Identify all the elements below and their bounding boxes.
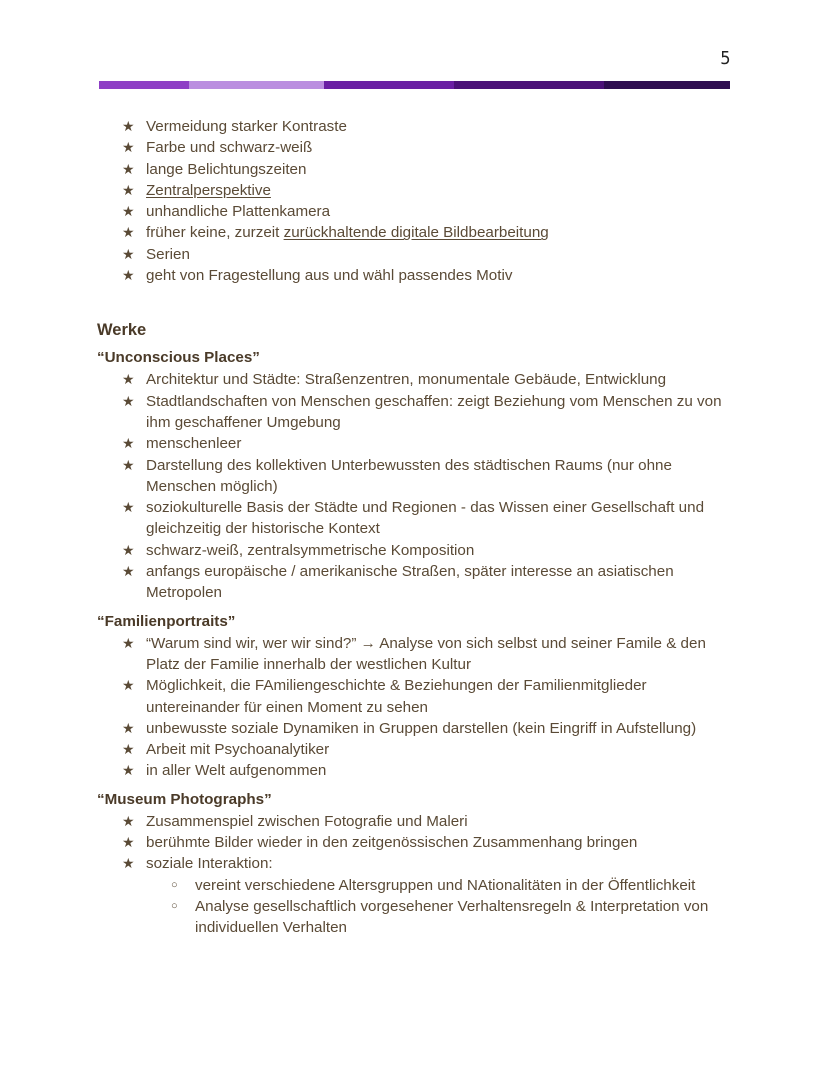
list-item: ★ geht von Fragestellung aus und wähl passendes Motiv	[97, 265, 737, 286]
star-bullet-icon: ★	[122, 812, 135, 829]
star-bullet-icon: ★	[122, 118, 135, 134]
star-bullet-icon: ★	[122, 762, 135, 779]
star-bullet-icon: ★	[122, 719, 135, 736]
list-item: ★ unhandliche Plattenkamera	[97, 201, 737, 222]
list-item: ★ anfangs europäische / amerikanische Straßen, später interesse an asiatischen Metropolen	[122, 563, 674, 602]
star-bullet-icon: ★	[122, 563, 135, 580]
soziale-interaktion-sublist	[146, 875, 737, 939]
list-item: ★ in aller Welt aufgenommen	[97, 760, 737, 781]
star-bullet-icon: ★	[122, 245, 135, 262]
list-item: ★ soziokulturelle Basis der Städte und Regionen - das Wissen einer Gesellschaft und gleichzeitig der historische Kontext	[122, 499, 705, 538]
list-item: ★ Arbeit mit Psychoanalytiker	[97, 739, 737, 760]
star-bullet-icon: ★	[122, 456, 135, 473]
star-bullet-icon: ★	[122, 435, 135, 452]
list-item: ★ unbewusste soziale Dynamiken in Gruppen darstellen (kein Eingriff in Aufstellung)	[97, 718, 737, 739]
list-item: ★ Architektur und Städte: Straßenzentren, monumentale Gebäude, Entwicklung	[97, 369, 737, 390]
star-bullet-icon: ★	[122, 203, 135, 220]
museum-photographs-list	[97, 811, 737, 939]
sublist-item: ○ vereint verschiedene Altersgruppen und NAtionalitäten in der Öffentlichkeit	[146, 875, 737, 896]
list-item: ★ menschenleer	[97, 433, 737, 454]
star-bullet-icon: ★	[122, 634, 135, 651]
familienportraits-list	[97, 633, 737, 782]
list-item: ★ Zusammenspiel zwischen Fotografie und Maleri	[97, 811, 737, 832]
list-item: ★ Stadtlandschaften von Menschen geschaffen: zeigt Beziehung vom Menschen zu von ihm geschaffener Umgebung	[122, 392, 722, 431]
star-bullet-icon: ★	[122, 677, 135, 694]
list-item: ★ Farbe und schwarz-weiß	[97, 137, 737, 158]
list-item: ★ Möglichkeit, die FAmiliengeschichte & Beziehungen der Familienmitglieder untereinander für einen Moment zu sehen	[122, 677, 647, 716]
color-bar-segment	[324, 81, 454, 89]
section-heading-werke: Werke	[97, 321, 147, 340]
star-bullet-icon: ★	[122, 181, 135, 198]
list-item: ★ Vermeidung starker Kontraste	[97, 116, 737, 137]
technique-list	[97, 116, 737, 286]
color-bar-segment	[189, 81, 324, 89]
color-bar-segment	[604, 81, 730, 89]
link-zentralperspektive[interactable]: Zentralperspektive	[146, 181, 271, 199]
list-item: ★ schwarz-weiß, zentralsymmetrische Komposition	[97, 540, 737, 561]
star-bullet-icon: ★	[122, 139, 135, 156]
star-bullet-icon: ★	[122, 267, 135, 284]
subheading-familienportraits: “Familienportraits”	[97, 612, 236, 630]
circle-bullet-icon: ○	[171, 899, 178, 912]
star-bullet-icon: ★	[122, 741, 135, 758]
circle-bullet-icon: ○	[171, 878, 178, 891]
page-number: 5	[720, 48, 731, 69]
unconscious-places-list	[97, 369, 737, 603]
subheading-unconscious-places: “Unconscious Places”	[97, 349, 260, 367]
subheading-museum-photographs: “Museum Photographs”	[97, 790, 272, 808]
star-bullet-icon: ★	[122, 834, 135, 851]
star-bullet-icon: ★	[122, 541, 135, 558]
link-bildbearbeitung[interactable]: zurückhaltende digitale Bildbearbeitung	[283, 224, 549, 242]
list-item: ★ Serien	[97, 244, 737, 265]
list-item: ★ Darstellung des kollektiven Unterbewussten des städtischen Raums (nur ohne Menschen möglich)	[122, 456, 672, 495]
list-item: ★ soziale Interaktion: ○ vereint verschiedene Altersgruppen und NAtionalitäten in der Öffentlichkeit ○ Analyse gesellschaftlich vorgesehener Verhaltensregeln & Interpretation von individuellen Verhalten	[97, 853, 737, 938]
list-item: ★ berühmte Bilder wieder in den zeitgenössischen Zusammenhang bringen	[97, 832, 737, 853]
color-bar-segment	[99, 81, 189, 89]
star-bullet-icon: ★	[122, 392, 135, 409]
list-item: ★ lange Belichtungszeiten	[97, 159, 737, 180]
star-bullet-icon: ★	[122, 224, 135, 241]
document-body	[97, 116, 737, 939]
list-item: ★ früher keine, zurzeit zurückhaltende digitale Bildbearbeitung	[97, 222, 737, 243]
header-color-bar	[99, 81, 730, 89]
color-bar-segment	[454, 81, 604, 89]
star-bullet-icon: ★	[122, 371, 135, 388]
star-bullet-icon: ★	[122, 855, 135, 872]
star-bullet-icon: ★	[122, 160, 135, 177]
sublist-item: ○ Analyse gesellschaftlich vorgesehener Verhaltensregeln & Interpretation von individuellen Verhalten	[171, 897, 709, 937]
list-item	[97, 180, 737, 201]
star-bullet-icon: ★	[122, 499, 135, 516]
list-item: ★ “Warum sind wir, wer wir sind?” → Analyse von sich selbst und seiner Famile & den Platz der Familie innerhalb der westlichen Kultur	[122, 634, 706, 673]
